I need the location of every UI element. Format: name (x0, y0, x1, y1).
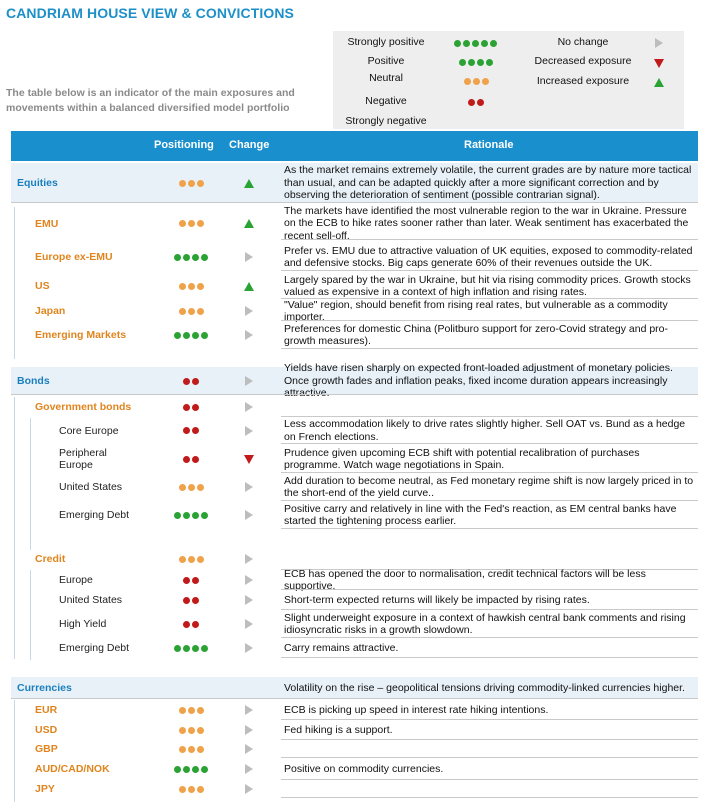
table-header (11, 131, 698, 161)
rationale-text: Positive carry and relatively in line with the Fed's reaction, as EM central banks have started the tightening process earlier. (284, 502, 677, 527)
change-indicator (239, 548, 259, 570)
change-indicator (239, 367, 259, 395)
positioning-dot (179, 727, 186, 734)
change-indicator (239, 273, 259, 299)
legend-label: Increased exposure (536, 75, 630, 87)
table-row (11, 677, 698, 699)
positioning-dot (179, 556, 186, 563)
positioning-dot (197, 484, 204, 491)
rationale-text (284, 780, 694, 798)
positioning-dots (161, 321, 221, 349)
row-label: United States (59, 481, 123, 493)
table-row (11, 273, 698, 299)
change-indicator (239, 417, 259, 444)
positioning-dots (161, 367, 221, 395)
change-indicator (239, 473, 259, 501)
change-indicator (239, 700, 259, 720)
positioning-dot (197, 727, 204, 734)
positioning-dot (197, 746, 204, 753)
positioning-dot (188, 727, 195, 734)
no-change-arrow-icon (655, 37, 663, 53)
positioning-dot (179, 283, 186, 290)
rationale-text: The markets have identified the most vulnerable region to the war in Ukraine. Pressure on the ECB to hike rates sooner rather than later. Weak sentiment has exacerbated the recent sell-off. (284, 204, 689, 242)
legend-dots (454, 36, 497, 52)
positioning-dot (183, 621, 190, 628)
rationale-text: Prudence given upcoming ECB shift with potential recalibration of purchases programme. Watch wage negotiations in Spain. (284, 446, 640, 471)
change-indicator (239, 397, 259, 417)
positioning-dots (161, 758, 221, 780)
positioning-dot (197, 220, 204, 227)
legend-dots (468, 95, 484, 111)
positioning-dot (201, 766, 208, 773)
positioning-dot (192, 404, 199, 411)
no-change-arrow-icon (245, 643, 253, 653)
row-label: JPY (35, 783, 55, 795)
increased-arrow-icon (244, 282, 254, 291)
positioning-dot (183, 597, 190, 604)
positioning-dot (179, 220, 186, 227)
row-divider (281, 797, 698, 798)
table-row (11, 780, 698, 798)
no-change-arrow-icon (245, 619, 253, 629)
row-label: EUR (35, 704, 58, 716)
row-divider (281, 270, 698, 271)
rationale-text: Slight underweight exposure in a context of hawkish central bank comments and rising idiosyncratic risks in a growth slowdown. (284, 611, 686, 636)
row-label: GBP (35, 743, 58, 755)
positioning-dots (161, 473, 221, 501)
table-row (11, 567, 698, 592)
positioning-dot (192, 512, 199, 519)
row-label: EMU (35, 217, 59, 230)
positioning-dot (188, 746, 195, 753)
no-change-arrow-icon (245, 402, 253, 412)
positioning-dot (197, 556, 204, 563)
table-row (11, 740, 698, 758)
positioning-dot (179, 707, 186, 714)
positioning-dot (188, 220, 195, 227)
change-indicator (239, 243, 259, 271)
legend-increased (523, 73, 684, 89)
row-label: Emerging Markets (35, 329, 127, 341)
row-label: Emerging Debt (59, 642, 130, 654)
positioning-dot (197, 707, 204, 714)
positioning-dots (161, 610, 221, 638)
change-indicator (239, 638, 259, 658)
legend-label: Strongly positive (347, 36, 425, 48)
positioning-dot (192, 427, 199, 434)
positioning-dot (188, 484, 195, 491)
table-row (11, 638, 698, 658)
row-label: Peripheral Europe (59, 447, 107, 471)
positioning-dots (161, 720, 221, 740)
no-change-arrow-icon (245, 595, 253, 605)
positioning-dot (201, 332, 208, 339)
positioning-dot (174, 332, 181, 339)
intro-text: The table below is an indicator of the main exposures and movements within a balanced diversified model portfolio (6, 87, 295, 114)
header-positioning: Positioning (154, 139, 214, 151)
no-change-arrow-icon (245, 784, 253, 794)
table-row (11, 321, 698, 349)
section-guide (30, 418, 31, 550)
positioning-dot (197, 180, 204, 187)
row-divider (281, 528, 698, 529)
change-indicator (239, 445, 259, 473)
positioning-dots (161, 740, 221, 758)
section-guide (14, 207, 15, 359)
increased-arrow-icon (244, 179, 254, 188)
legend-neutral (333, 70, 523, 86)
positioning-dot (183, 378, 190, 385)
positioning-dots (161, 700, 221, 720)
row-divider (281, 239, 698, 240)
positioning-dots (161, 397, 221, 417)
rationale-text: Short-term expected returns will likely be impacted by rising rates. (284, 593, 590, 606)
legend-positive (333, 53, 523, 69)
rationale-text: Preferences for domestic China (Politburo support for zero-Covid strategy and pro-growth measures). (284, 322, 669, 347)
positioning-dot (183, 456, 190, 463)
positioning-dot (192, 332, 199, 339)
positioning-dot (188, 786, 195, 793)
positioning-dots (161, 417, 221, 444)
legend-label: Decreased exposure (534, 55, 632, 67)
positioning-dots (161, 445, 221, 473)
legend-dots (464, 74, 489, 90)
legend-decreased (523, 53, 684, 69)
positioning-dot (179, 484, 186, 491)
change-indicator (239, 740, 259, 758)
positioning-dot (192, 766, 199, 773)
positioning-dot (197, 308, 204, 315)
rationale-text: ECB has opened the door to normalisation, credit technical factors will be less supportive. (284, 567, 646, 592)
change-indicator (239, 590, 259, 610)
positioning-dots (161, 570, 221, 590)
positioning-dot (188, 707, 195, 714)
positioning-dot (192, 577, 199, 584)
no-change-arrow-icon (245, 510, 253, 520)
rationale-text: ECB is picking up speed in interest rate hiking intentions. (284, 703, 549, 716)
change-indicator (239, 301, 259, 321)
row-label: Core Europe (59, 424, 119, 437)
positioning-dot (192, 645, 199, 652)
no-change-arrow-icon (245, 554, 253, 564)
positioning-dot (201, 254, 208, 261)
legend-negative (333, 93, 523, 109)
positioning-dots (161, 243, 221, 271)
legend-label: Strongly negative (345, 115, 427, 127)
change-indicator (239, 501, 259, 529)
change-indicator (239, 321, 259, 349)
legend-label: Neutral (369, 72, 403, 84)
positioning-dot (174, 512, 181, 519)
section-guide (14, 397, 15, 659)
rationale-text: "Value" region, should benefit from rising real rates, but vulnerable as a commodity importer. (284, 298, 668, 323)
table-row (11, 720, 698, 740)
positioning-dot (183, 577, 190, 584)
no-change-arrow-icon (245, 744, 253, 754)
positioning-dots (161, 548, 221, 570)
positioning-dot (197, 786, 204, 793)
no-change-arrow-icon (245, 330, 253, 340)
change-indicator (239, 610, 259, 638)
positioning-dots (161, 590, 221, 610)
rationale-text: Yields have risen sharply on expected front-loaded adjustment of monetary policies. Once growth fades and inflation peaks, fixed income duration appears increasingly attractive. (284, 362, 673, 400)
positioning-dot (174, 254, 181, 261)
positioning-dot (174, 645, 181, 652)
page-title: CANDRIAM HOUSE VIEW & CONVICTIONS (6, 5, 294, 21)
positioning-dot (188, 308, 195, 315)
row-label: Government bonds (35, 401, 132, 413)
increased-arrow-icon (654, 76, 664, 92)
row-divider (281, 443, 698, 444)
rationale-text (284, 397, 694, 417)
table-row (11, 417, 698, 444)
positioning-dots (161, 638, 221, 658)
section-guide (14, 700, 15, 802)
no-change-arrow-icon (245, 252, 253, 262)
positioning-dot (183, 645, 190, 652)
legend-no-change (523, 34, 684, 50)
row-label: US (35, 280, 50, 292)
positioning-dot (188, 180, 195, 187)
section-guide (30, 570, 31, 660)
change-indicator (239, 677, 259, 699)
positioning-dots (161, 780, 221, 798)
table-row (11, 700, 698, 720)
positioning-dot (188, 283, 195, 290)
no-change-arrow-icon (245, 575, 253, 585)
legend-dots (459, 55, 493, 71)
rationale-text: Prefer vs. EMU due to attractive valuation of UK equities, exposed to commodity-related and defensive stocks. Big caps generate 60% of their revenues outside the UK. (284, 244, 693, 269)
no-change-arrow-icon (245, 376, 253, 386)
table-row (11, 243, 698, 271)
table-row (11, 163, 698, 203)
no-change-arrow-icon (245, 482, 253, 492)
row-label: Currencies (17, 682, 72, 694)
increased-arrow-icon (244, 219, 254, 228)
positioning-dot (188, 556, 195, 563)
positioning-dot (192, 456, 199, 463)
positioning-dot (192, 254, 199, 261)
positioning-dot (179, 180, 186, 187)
positioning-dot (179, 308, 186, 315)
rationale-text: Volatility on the rise – geopolitical tensions driving commodity-linked currencies higher. (284, 681, 685, 694)
legend-label: Negative (365, 95, 407, 107)
row-label: Bonds (17, 375, 50, 387)
legend-label: Positive (367, 55, 405, 67)
legend-strongly-negative (333, 113, 523, 129)
row-label: High Yield (59, 618, 107, 630)
no-change-arrow-icon (245, 705, 253, 715)
table-row (11, 397, 698, 417)
rationale-text: Largely spared by the war in Ukraine, but hit via rising commodity prices. Growth stocks valued as expensive in a context of high inflation and rising rates. (284, 273, 691, 298)
positioning-dots (161, 677, 221, 699)
change-indicator (239, 570, 259, 590)
row-label: USD (35, 724, 58, 736)
row-divider (11, 202, 698, 203)
positioning-dot (197, 283, 204, 290)
positioning-dot (183, 332, 190, 339)
positioning-dot (192, 597, 199, 604)
row-label: Europe ex-EMU (35, 251, 113, 263)
row-label: Equities (17, 177, 58, 189)
rationale-text: Carry remains attractive. (284, 641, 399, 654)
positioning-dot (179, 786, 186, 793)
table-row (11, 204, 698, 242)
row-label: AUD/CAD/NOK (35, 763, 110, 775)
positioning-dot (174, 766, 181, 773)
table-row (11, 758, 698, 780)
positioning-dots (161, 273, 221, 299)
rationale-text: Positive on commodity currencies. (284, 762, 444, 775)
row-divider (11, 698, 698, 699)
rationale-text: Fed hiking is a support. (284, 723, 393, 736)
row-label: Emerging Debt (59, 509, 130, 521)
positioning-dot (183, 512, 190, 519)
row-divider (281, 348, 698, 349)
positioning-dots (161, 301, 221, 321)
no-change-arrow-icon (245, 306, 253, 316)
legend-label: No change (557, 36, 609, 48)
positioning-dots (161, 207, 221, 240)
header-change: Change (229, 139, 270, 151)
positioning-dot (201, 645, 208, 652)
row-label: Credit (35, 553, 66, 565)
rationale-text: Add duration to become neutral, as Fed monetary regime shift is now largely priced in to the short-end of the yield curve.. (284, 474, 694, 499)
rationale-text: As the market remains extremely volatile, the current grades are by nature more tactical than usual, and can be adapted quickly after a more significant correction and by observing the deterioration of sentiment (possible contrarian signal). (284, 164, 692, 202)
change-indicator (239, 758, 259, 780)
positioning-dot (183, 427, 190, 434)
change-indicator (239, 720, 259, 740)
positioning-dot (183, 404, 190, 411)
row-divider (281, 657, 698, 658)
row-label: Japan (35, 305, 66, 317)
positioning-dots (161, 163, 221, 203)
positioning-dot (179, 746, 186, 753)
table-row (11, 473, 698, 501)
rationale-text: Less accommodation likely to drive rates slightly higher. Sell OAT vs. Bund as a hedge on French elections. (284, 418, 686, 443)
table-row (11, 590, 698, 610)
no-change-arrow-icon (245, 764, 253, 774)
no-change-arrow-icon (245, 426, 253, 436)
change-indicator (239, 780, 259, 798)
positioning-dot (192, 621, 199, 628)
positioning-dots (161, 501, 221, 529)
change-indicator (239, 163, 259, 203)
positioning-dot (192, 378, 199, 385)
row-divider (11, 394, 698, 395)
positioning-dot (183, 766, 190, 773)
decreased-arrow-icon (244, 455, 254, 464)
legend-strongly-positive (333, 34, 523, 50)
change-indicator (239, 207, 259, 240)
legend (333, 31, 684, 129)
rationale-text (284, 740, 694, 758)
header-rationale: Rationale (464, 139, 514, 151)
table-row (11, 445, 698, 473)
decreased-arrow-icon (654, 57, 664, 73)
row-label: United States (59, 594, 123, 606)
row-label: Europe (59, 574, 93, 586)
table-row (11, 610, 698, 638)
positioning-dot (183, 254, 190, 261)
no-change-arrow-icon (245, 725, 253, 735)
positioning-dot (201, 512, 208, 519)
table-row (11, 362, 698, 400)
table-row (11, 298, 698, 323)
table-row (11, 501, 698, 529)
